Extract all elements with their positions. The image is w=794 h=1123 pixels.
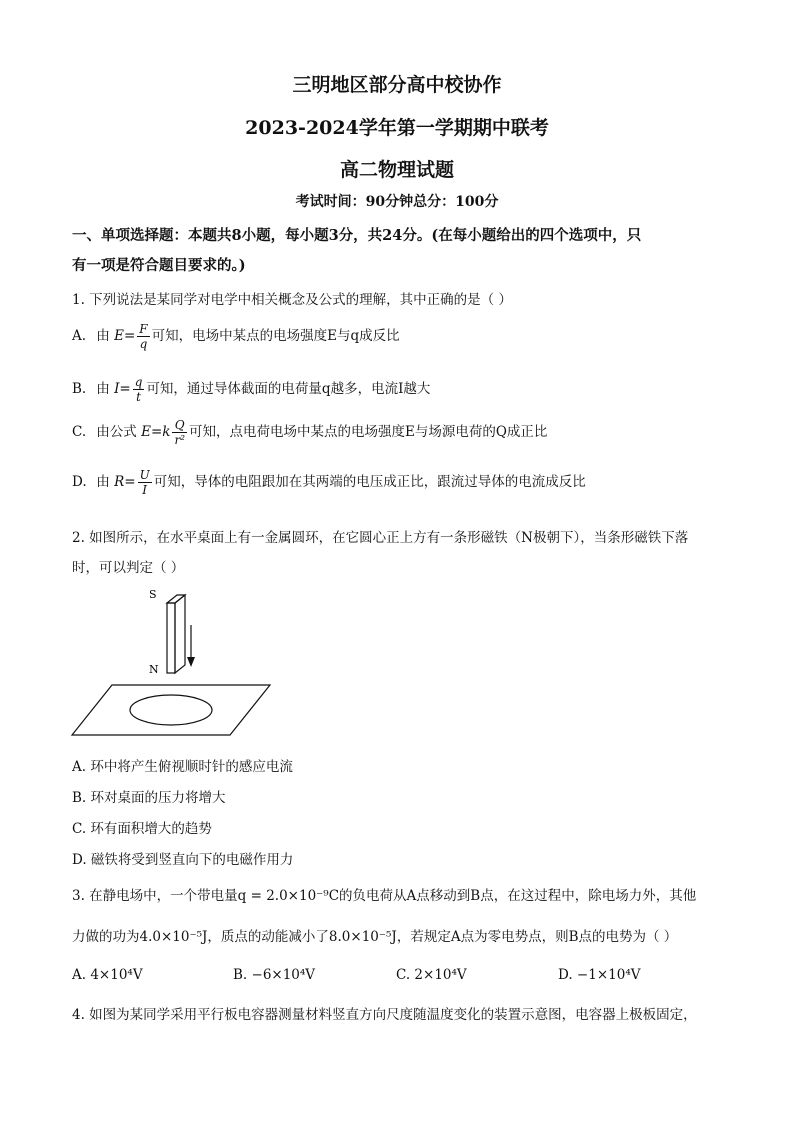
table-surface <box>72 685 270 735</box>
option-text: 可知，点电荷电场中某点的电场强度E与场源电荷的Q成正比 <box>189 424 548 440</box>
q1-option-a <box>72 322 400 351</box>
q2-option-d: D. 磁铁将受到竖直向下的电磁作用力 <box>72 852 294 868</box>
q2-option-a: A. 环中将产生俯视顺时针的感应电流 <box>72 759 293 775</box>
fraction-den: t <box>136 390 141 404</box>
fraction-num: F <box>139 322 148 336</box>
q4-stem-line1: 4. 如图为某同学采用平行板电容器测量材料竖直方向尺度随温度变化的装置示意图，电容器上极板固定， <box>72 1007 697 1023</box>
fraction-den: r² <box>174 433 185 447</box>
q2-stem-line2: 时，可以判定（ ） <box>72 560 185 576</box>
metal-ring <box>130 695 212 725</box>
subject-title: 高二物理试题 <box>339 159 454 181</box>
q1-option-c <box>72 418 547 447</box>
q3-option-c: C. 2×10⁴V <box>396 967 467 983</box>
q3-option-a: A. 4×10⁴V <box>72 967 143 983</box>
formula-lhs: E= <box>114 328 136 344</box>
magnet-s-label: S <box>149 588 157 601</box>
fraction <box>133 375 145 404</box>
option-pre: 由 <box>96 328 110 344</box>
exam-title: 2023-2024学年第一学期期中联考 <box>245 117 549 139</box>
fraction-num: q <box>134 375 143 389</box>
option-label: C. <box>72 424 87 440</box>
fraction-num: Q <box>172 418 187 433</box>
q2-stem-line1: 2. 如图所示，在水平桌面上有一金属圆环，在它圆心正上方有一条形磁铁（N极朝下），当条形磁铁下落 <box>72 530 689 546</box>
formula-lhs: I= <box>114 381 131 397</box>
q1-stem: 1. 下列说法是某同学对电学中相关概念及公式的理解，其中正确的是（ ） <box>72 292 512 308</box>
option-label: A. <box>72 328 87 344</box>
q3-option-d: D. −1×10⁴V <box>558 967 641 983</box>
option-label: B. <box>72 381 87 397</box>
fraction <box>172 418 187 447</box>
formula-lhs: R= <box>114 474 136 490</box>
exam-info: 考试时间：90分钟总分：100分 <box>295 194 499 210</box>
magnet-ring-figure <box>70 585 280 740</box>
option-text: 可知，导体的电阻跟加在其两端的电压成正比，跟流过导体的电流成反比 <box>153 474 586 490</box>
option-label: D. <box>72 474 87 490</box>
q3-option-b: B. −6×10⁴V <box>233 967 316 983</box>
q2-option-b: B. 环对桌面的压力将增大 <box>72 790 226 806</box>
magnet-n-label: N <box>149 663 159 676</box>
bar-magnet <box>167 595 185 673</box>
option-text: 可知，电场中某点的电场强度E与q成反比 <box>151 328 400 344</box>
fraction <box>138 468 152 497</box>
option-pre: 由 <box>96 381 110 397</box>
option-pre: 由公式 <box>96 424 137 440</box>
option-text: 可知，通过导体截面的电荷量q越多，电流I越大 <box>146 381 431 397</box>
section-heading-line1: 一、单项选择题：本题共8小题，每小题3分，共24分。(在每小题给出的四个选项中，只 <box>72 227 642 244</box>
option-pre: 由 <box>96 474 110 490</box>
q2-option-c: C. 环有面积增大的趋势 <box>72 821 212 837</box>
section-heading-line2: 有一项是符合题目要求的。) <box>72 257 246 274</box>
q1-option-d <box>72 468 586 497</box>
fraction-den: q <box>139 337 148 351</box>
school-title: 三明地区部分高中校协作 <box>292 74 502 96</box>
fraction-den: I <box>142 483 148 497</box>
fraction-num: U <box>139 468 150 482</box>
q3-stem-line1: 3. 在静电场中，一个带电量q = 2.0×10⁻⁹C的负电荷从A点移动到B点，在这过程中，除电场力外，其他 <box>72 888 697 904</box>
q3-stem-line2: 力做的功为4.0×10⁻⁵J，质点的动能减小了8.0×10⁻⁵J，若规定A点为零电势点，则B点的电势为（ ） <box>72 929 678 945</box>
q1-option-b <box>72 375 430 404</box>
formula-lhs: E=k <box>141 424 171 440</box>
down-arrow-icon <box>187 625 195 667</box>
fraction <box>137 322 149 351</box>
